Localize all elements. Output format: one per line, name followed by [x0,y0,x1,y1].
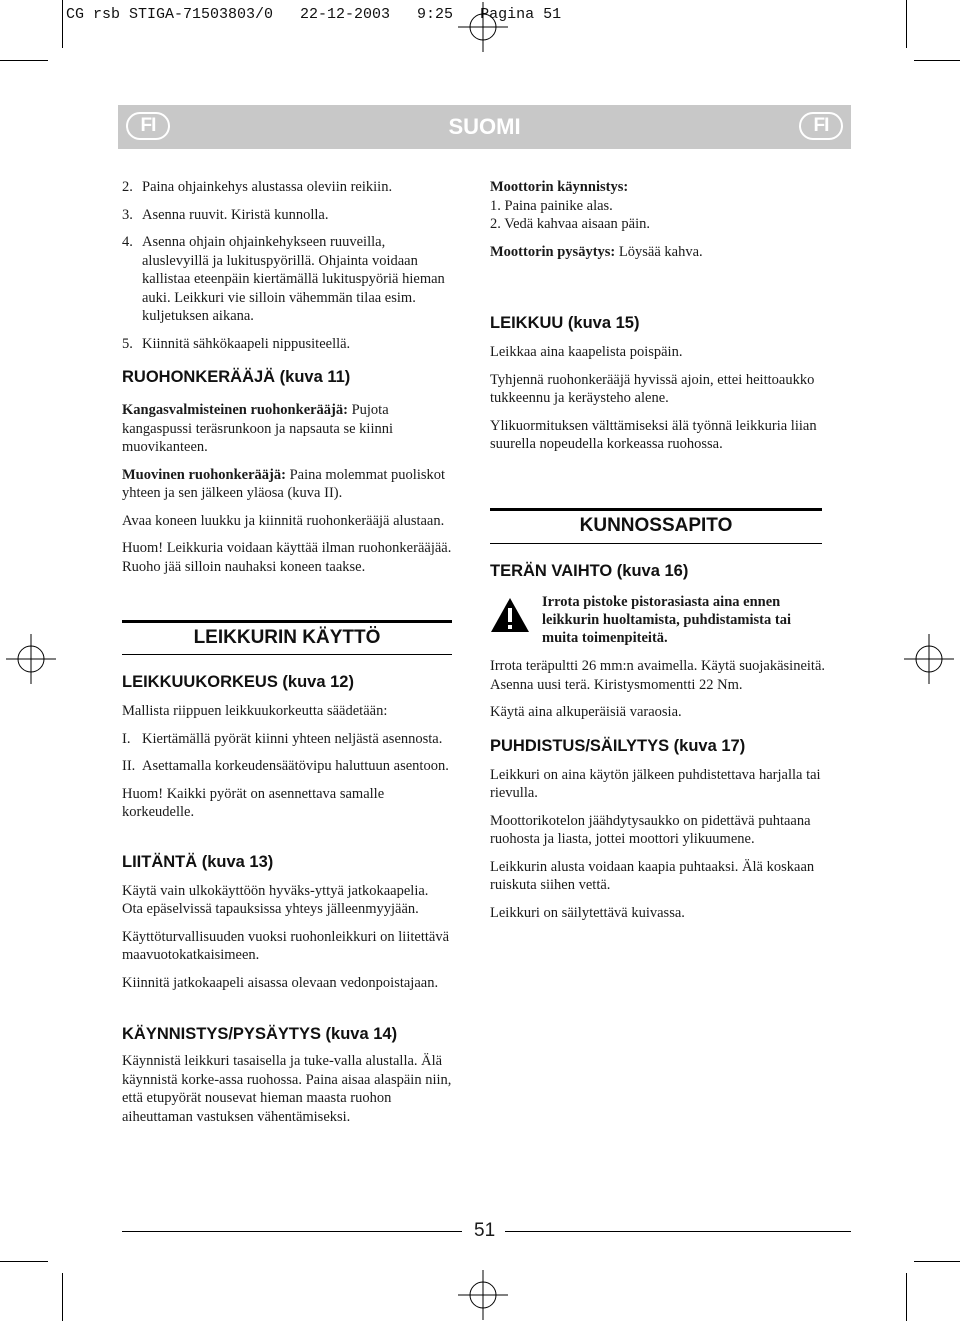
list-item [122,178,452,197]
blade-heading: TERÄN VAIHTO (kuva 16) [490,562,689,580]
item-number: I. [122,730,131,747]
section-rule-top [122,620,452,623]
registration-mark-top [458,2,508,52]
fabric-collector-label: Kangasvalmisteinen ruohonkerääjä: [122,402,348,418]
crop-mark [906,1273,907,1321]
cleaning-paragraph: Moottorikotelon jäähdytysaukko on pidettävä puhtaana ruohosta ja liasta, jottei moottori ylikuumene. [490,812,811,847]
warning-box [490,593,825,647]
step-number: 5. [122,335,133,352]
page-number: 51 [474,1220,496,1241]
step-number: 4. [122,234,133,250]
connection-paragraph: Käyttöturvallisuuden vuoksi ruohonleikkuri on liitettävä maavuotokatkaisimeen. [122,928,450,963]
crop-mark [62,0,63,48]
plastic-collector-paragraph [122,466,452,503]
blade-paragraph: Käytä aina alkuperäisiä varaosia. [490,704,682,720]
cleaning-heading: PUHDISTUS/SÄILYTYS (kuva 17) [490,736,746,755]
collector-attach-paragraph: Avaa koneen luukku ja kiinnitä ruohonkerääjä alustaan. [122,512,445,529]
item-text: Asettamalla korkeudensäätövipu haluttuun asentoon. [142,758,449,774]
banner-title: SUOMI [448,114,521,139]
crop-mark [906,0,907,48]
item-number: II. [122,758,136,774]
print-slug: CG rsb STIGA-71503803/0 22-12-2003 9:25 Pagina 51 [66,6,562,23]
blade-paragraph: Irrota teräpultti 26 mm:n avaimella. Käytä suojakäsineitä. Asenna uusi terä. Kiristysmomentti 22 Nm. [490,658,826,693]
item-text: Kiertämällä pyörät kiinni yhteen neljästä asennosta. [142,730,443,747]
warning-icon [490,597,530,633]
cleaning-paragraph: Leikkurin alusta voidaan kaapia puhtaaksi. Älä koskaan ruiskuta siihen vettä. [490,858,815,893]
fabric-collector-text: Pujota kangaspussi teräsrunkoon ja napsauta se kiinni muovikanteen. [122,402,394,455]
registration-mark-bottom [458,1270,508,1320]
list-item [122,206,452,225]
engine-start-title: Moottorin käynnistys: [490,179,629,195]
crop-mark [0,1261,48,1262]
engine-start-step: 1. Paina painike alas. [490,197,613,214]
list-item [122,757,452,776]
left-column [122,178,452,576]
step-text: Asenna ruuvit. Kiristä kunnolla. [142,206,329,223]
list-item [122,233,452,326]
footer-rule [122,1231,462,1232]
engine-stop-label: Moottorin pysäytys: [490,243,616,260]
connection-paragraph: Käytä vain ulkokäyttöön hyväks-yttyä jatkokaapelia. Ota epäselvissä tapauksissa yhteys jälleenmyyjään. [122,882,429,917]
cutting-heading: LEIKKUU (kuva 15) [490,314,640,332]
list-item [122,730,452,749]
step-text: Asenna ohjain ohjainkehykseen ruuveilla, aluslevyillä ja lukituspyörillä. Ohjainta voidaan kallistaa eteenpäin kiertämällä lukituspyöriä hieman auki. Leikkuri vie silloin vähemmän tilaa esim. kuljetuksen aikana. [142,234,445,324]
crop-mark [62,1273,63,1321]
cut-height-intro: Mallista riippuen leikkuukorkeutta säädetään: [122,703,388,719]
language-badge-right: FI [799,112,843,140]
section-rule-top [490,508,822,511]
right-column [490,178,825,454]
warning-text: Irrota pistoke pistorasiasta aina ennen leikkurin huoltamista, puhdistamista tai muita toimenpiteitä. [542,594,791,646]
engine-stop-paragraph [490,243,825,262]
usage-section-title: LEIKKURIN KÄYTTÖ [193,627,381,648]
step-number: 2. [122,179,133,195]
language-badge-left: FI [126,112,170,140]
step-text: Paina ohjainkehys alustassa oleviin reikiin. [142,179,393,195]
start-stop-heading: KÄYNNISTYS/PYSÄYTYS (kuva 14) [122,1025,398,1043]
plastic-collector-label: Muovinen ruohonkerääjä: [122,466,286,483]
engine-stop-text: Löysää kahva. [615,243,703,260]
cut-height-note: Huom! Kaikki pyörät on asennettava samalle korkeudelle. [122,785,385,820]
plastic-collector-text: Paina molemmat puoliskot yhteen ja sen jälkeen yläosa (kuva II). [122,466,446,501]
crop-mark [0,60,48,61]
crop-mark [914,60,960,61]
connection-paragraph: Kiinnitä jatkokaapeli aisassa olevaan vedonpoistajaan. [122,974,439,991]
registration-mark-right [904,634,954,684]
cutting-paragraph: Ylikuormituksen välttämiseksi älä työnnä leikkuria liian suurella nopeudella korkeassa ruohossa. [490,417,817,452]
left-column-lower [122,672,452,1126]
language-banner [118,105,851,149]
section-rule-bottom [122,654,452,655]
list-item [122,335,452,354]
start-stop-paragraph: Käynnistä leikkuri tasaisella ja tuke-valla alustalla. Älä käynnistä korke-assa ruohossa. Paina aisaa alaspäin niin, että etupyörät nousevat hieman maasta ruohon aiheuttaman vastuksen vähentämiseksi. [122,1053,452,1125]
cleaning-paragraph: Leikkuri on aina käytön jälkeen puhdistettava harjalla tai rievulla. [490,766,821,801]
registration-mark-left [6,634,56,684]
collector-heading: RUOHONKERÄÄJÄ (kuva 11) [122,368,351,386]
cut-height-heading: LEIKKUUKORKEUS (kuva 12) [122,673,354,691]
step-text: Kiinnitä sähkökaapeli nippusiteellä. [142,335,351,352]
collector-note-paragraph: Huom! Leikkuria voidaan käyttää ilman ruohonkerääjää. Ruoho jää silloin nauhaksi koneen taakse. [122,540,452,575]
assembly-steps [122,178,452,353]
maintenance-section-title: KUNNOSSAPITO [579,515,733,536]
step-number: 3. [122,206,133,223]
right-column-lower [490,561,825,922]
cutting-paragraph: Leikkaa aina kaapelista poispäin. [490,344,683,360]
cleaning-paragraph: Leikkuri on säilytettävä kuivassa. [490,904,685,921]
section-rule-bottom [490,543,822,544]
engine-start-step: 2. Vedä kahvaa aisaan päin. [490,216,650,232]
fabric-collector-paragraph [122,401,452,457]
crop-mark [914,1261,960,1262]
connection-heading: LIITÄNTÄ (kuva 13) [122,852,274,871]
footer-rule [505,1231,851,1232]
cutting-paragraph: Tyhjennä ruohonkerääjä hyvissä ajoin, ettei heittoaukko tukkeennu ja keräysteho alene. [490,371,815,406]
